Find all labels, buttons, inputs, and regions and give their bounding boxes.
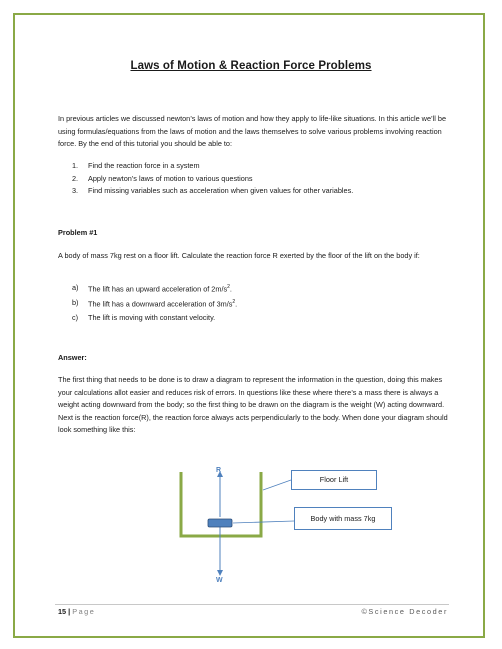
footer-credit: ©Science Decoder	[361, 607, 448, 616]
page-number-footer: 15 | Page	[58, 607, 96, 616]
footer-divider	[55, 604, 449, 605]
answer-heading: Answer:	[58, 353, 87, 362]
page-title: Laws of Motion & Reaction Force Problems	[130, 60, 372, 72]
list-item: 2. Apply newton’s laws of motion to various questions	[72, 173, 253, 183]
problem-text: A body of mass 7kg rest on a floor lift. Calculate the reaction force R exerted by the floor of the lift on the body if:	[58, 251, 420, 260]
body-mass-callout: Body with mass 7kg	[294, 507, 392, 530]
objectives-list	[72, 160, 353, 198]
list-item: 1. Find the reaction force in a system	[72, 161, 200, 170]
list-item: 3. Find missing variables such as acceleration when given values for other variables.	[72, 186, 354, 196]
answer-text: The first thing that needs to be done is to draw a diagram to represent the information in the question, doing this makes your calculations allot easier and reduces risk of errors. In questions like these where there’s a mass there is always a weight acting downward from the body; so the first thing to be drawn on the diagram is the weight (W) acting downward. Next is the reaction force(R), the reaction force always acts perpendicularly to the body. When done your diagram should look something like this:	[58, 375, 448, 435]
lift-diagram	[150, 455, 300, 590]
list-item: c) The lift is moving with constant velocity.	[72, 313, 216, 323]
floor-callout-line	[263, 480, 291, 490]
floor-lift-callout: Floor Lift	[291, 470, 377, 490]
w-label: W	[216, 577, 223, 584]
problem-parts-list	[72, 281, 237, 325]
problem-heading: Problem #1	[58, 228, 98, 237]
intro-paragraph: In previous articles we discussed newton’s laws of motion and how they apply to life-like situations. In this article we’ll be using formulas/equations from the laws of motion and the laws themselves to solve various problems involving reaction force. By the end of this tutorial you should be able to:	[58, 114, 447, 149]
list-item: a) The lift has an upward acceleration of $2m/s^2$.	[72, 283, 232, 294]
list-item: b) The lift has a downward acceleration of $3m/s^2$.	[72, 298, 238, 309]
body-mass-block	[208, 519, 232, 527]
body-callout-line	[233, 521, 294, 523]
r-label: R	[216, 467, 222, 474]
